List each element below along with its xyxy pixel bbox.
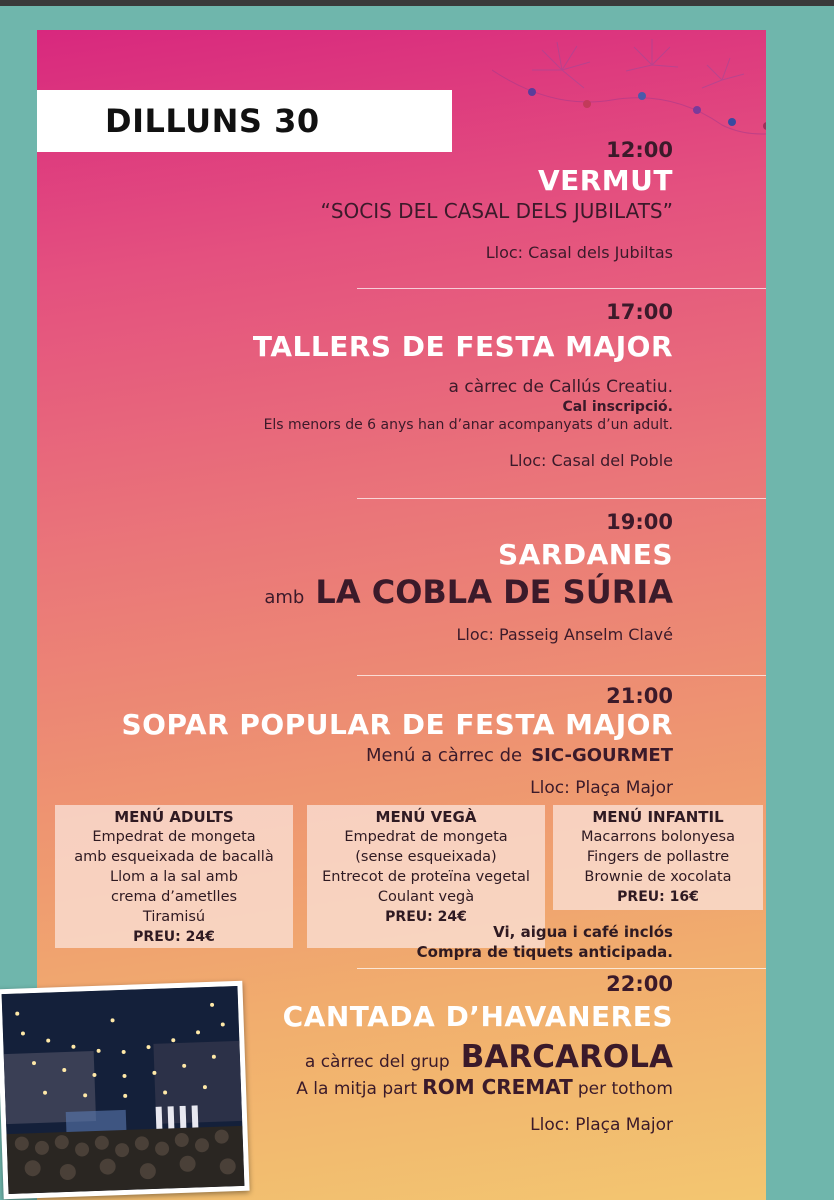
- menu-item: Tiramisú: [142, 909, 206, 925]
- dinner-notes: [417, 923, 673, 961]
- event-title: SOPAR POPULAR DE FESTA MAJOR: [121, 708, 673, 741]
- menu-price: PREU: 24€: [133, 929, 215, 945]
- event-time: 21:00: [606, 684, 673, 708]
- event-place: Lloc: Casal del Poble: [509, 451, 673, 470]
- band-prefix: amb: [264, 587, 305, 608]
- menu-infantil-card: [553, 805, 763, 910]
- menu-title: MENÚ INFANTIL: [592, 808, 724, 826]
- event-title: CANTADA D’HAVANERES: [282, 1000, 673, 1033]
- divider: [357, 968, 766, 969]
- event-title: VERMUT: [537, 164, 673, 197]
- intermission-prefix: A la mitja part: [296, 1079, 418, 1099]
- event-sopar: [122, 684, 674, 798]
- age-note: Els menors de 6 anys han d’anar acompanyats d’un adult.: [263, 417, 673, 433]
- drinks-note: Vi, aigua i café inclós: [493, 923, 673, 941]
- event-place: Lloc: Casal dels Jubiltas: [485, 243, 673, 262]
- event-subtitle: “SOCIS DEL CASAL DELS JUBILATS”: [320, 199, 673, 223]
- event-photo: [0, 981, 250, 1199]
- event-organizer: a càrrec de Callús Creatiu.: [448, 377, 673, 397]
- menu-price: PREU: 16€: [617, 889, 699, 905]
- menu-title: MENÚ ADULTS: [114, 808, 234, 826]
- event-tallers: [253, 300, 673, 470]
- band-name: LA COBLA DE SÚRIA: [315, 573, 673, 611]
- event-time: 12:00: [606, 138, 673, 162]
- day-title: DILLUNS 30: [105, 102, 320, 140]
- event-time: 19:00: [606, 510, 673, 534]
- registration-note: Cal inscripció.: [562, 399, 673, 415]
- event-place: Lloc: Passeig Anselm Clavé: [456, 625, 673, 644]
- menu-item: Empedrat de mongeta: [344, 829, 508, 845]
- night-square-image: [2, 986, 245, 1194]
- event-vermut: [320, 138, 673, 262]
- event-time: 22:00: [606, 972, 673, 996]
- menu-item: (sense esqueixada): [355, 849, 497, 865]
- menu-item: Brownie de xocolata: [584, 869, 732, 885]
- menu-item: Entrecot de proteïna vegetal: [322, 869, 530, 885]
- menu-price: PREU: 24€: [385, 909, 467, 925]
- menu-item: Macarrons bolonyesa: [581, 829, 735, 845]
- group-name: BARCAROLA: [460, 1039, 673, 1075]
- event-havaneres: [283, 972, 673, 1135]
- event-title: TALLERS DE FESTA MAJOR: [252, 330, 673, 363]
- top-edge-bar: [0, 0, 834, 6]
- menu-item: amb esqueixada de bacallà: [74, 849, 274, 865]
- event-place: Lloc: Plaça Major: [530, 1115, 673, 1135]
- event-title: SARDANES: [497, 538, 673, 571]
- intermission-suffix: per tothom: [577, 1079, 673, 1099]
- menu-title: MENÚ VEGÀ: [375, 808, 477, 826]
- divider: [357, 675, 766, 676]
- caterer-prefix: Menú a càrrec de: [366, 745, 523, 766]
- divider: [357, 288, 766, 289]
- caterer-name: SIC-GOURMET: [531, 745, 673, 766]
- menu-item: Fingers de pollastre: [586, 849, 730, 865]
- menu-item: crema d’ametlles: [110, 889, 238, 905]
- event-time: 17:00: [606, 300, 673, 324]
- group-prefix: a càrrec del grup: [304, 1052, 450, 1072]
- rom-cremat: ROM CREMAT: [422, 1075, 573, 1099]
- menu-item: Coulant vegà: [377, 889, 475, 905]
- divider: [357, 498, 766, 499]
- menu-adults-card: [55, 805, 293, 948]
- event-place: Lloc: Plaça Major: [530, 778, 673, 798]
- menu-item: Llom a la sal amb: [109, 869, 239, 885]
- menu-item: Empedrat de mongeta: [92, 829, 256, 845]
- event-sardanes: [264, 510, 673, 644]
- tickets-note: Compra de tiquets anticipada.: [416, 943, 673, 961]
